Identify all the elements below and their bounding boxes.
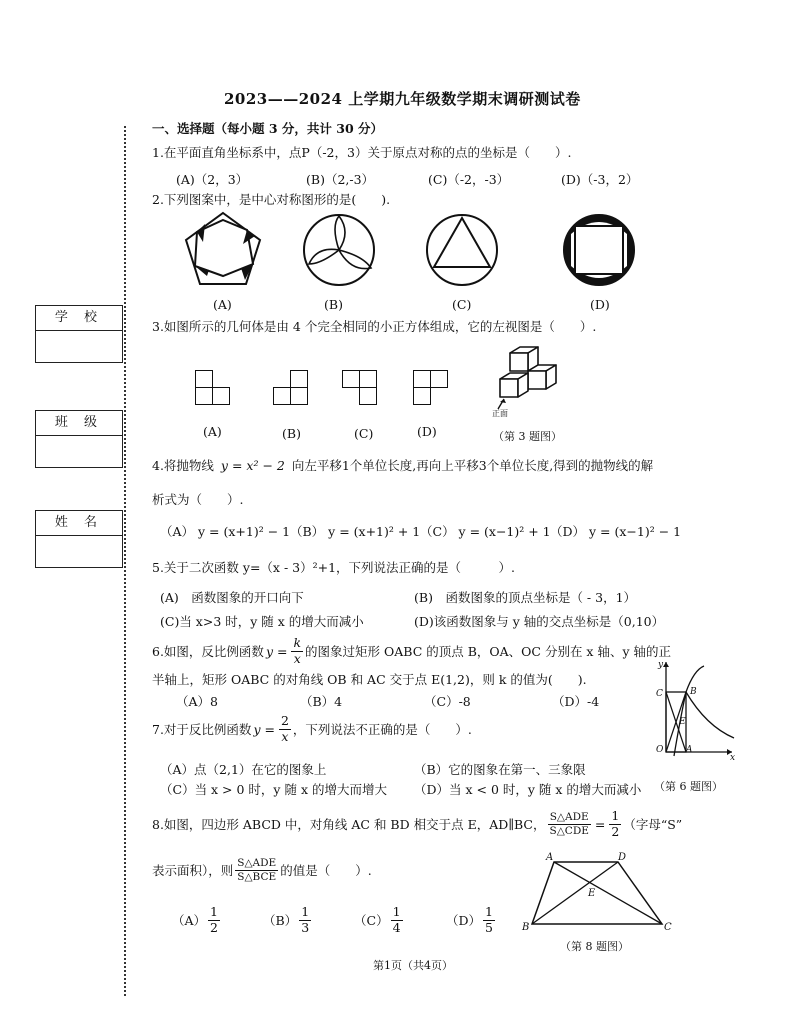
q6-point-b: B [690,687,697,697]
name-box[interactable] [35,510,123,568]
class-box[interactable] [35,410,123,468]
q3-label-b: (B) [282,426,301,441]
q1-stem: 1.在平面直角坐标系中，点P（-2，3）关于原点对称的点的坐标是（ ）. [152,145,572,160]
name-label: 姓 名 [36,511,122,536]
q6-fraction: $\frac{k}{x}$ [293,635,302,666]
q2-figure-a [183,210,263,290]
q3-view-c [342,370,382,410]
school-label: 学 校 [36,306,122,331]
q8-stem-d: 的值是（ ）. [280,863,372,878]
q6-point-a: A [686,745,693,755]
q8-point-a: A [546,852,554,863]
q6-option-c: （C）-8 [424,694,471,709]
q5-stem: 5.关于二次函数 y=（x - 3）²+1，下列说法正确的是（ ）. [152,560,516,575]
q2-figure-b [301,212,377,288]
q3-view-a [195,370,235,410]
q7-fraction: $\frac{2}{x}$ [280,713,289,744]
q4-option-d: （D） y = (x−1)² − 1 [550,524,682,539]
q7-option-c: （C）当 x > 0 时，y 随 x 的增大而增大 [160,782,387,797]
q1-option-c: (C)（-2，-3） [428,172,510,187]
q3-label-a: (A) [203,424,222,439]
q8-option-c: （C） $\frac{1}{4}$ [354,904,401,935]
q6-point-y: y [658,660,664,670]
q6-figure [646,656,738,762]
q6-option-b: （B）4 [300,694,343,709]
q5-option-c: (C)当 x>3 时，y 随 x 的增大而减小 [160,614,364,629]
q2-label-c: (C) [452,297,472,312]
q6-stem-c: 半轴上，矩形 OABC 的对角线 OB 和 AC 交于点 E(1,2)，则 k 的值为( ). [152,672,587,687]
q7-line1: 7.对于反比例函数 y = $\frac{2}{x}$ ，下列说法不正确的是（ ）. [152,713,472,744]
q8-figure [518,850,678,934]
q4-formula: y = x² − 2 [220,458,285,473]
q1-option-b: (B)（2,-3） [306,172,375,187]
q3-caption: （第 3 题图） [493,430,562,443]
q6-point-o: O [656,745,664,755]
q8-point-d: D [618,852,627,863]
q1-option-a: (A)（2，3） [176,172,249,187]
q3-label-c: (C) [354,426,374,441]
q4-option-b: （B） y = (x+1)² + 1 [290,524,421,539]
q7-stem-b: ，下列说法不正确的是（ ）. [292,722,472,737]
school-box[interactable] [35,305,123,363]
q8-line2 [152,852,372,888]
q4-stem-b: 向左平移1个单位长度,再向上平移3个单位长度,得到的抛物线的解 [291,458,654,473]
q2-figure-c [424,212,500,288]
section-heading: 一、选择题（每小题 3 分，共计 30 分） [152,121,384,136]
q6-point-c: C [656,689,663,699]
q2-figure-d [561,212,637,288]
q4-stem-c: 析式为（ ）. [152,492,244,507]
q5-option-d: (D)该函数图象与 y 轴的交点坐标是（0,10） [414,614,665,629]
q4-stem-a: 4.将抛物线 [152,458,214,473]
q6-point-e: E [679,717,686,727]
q6-option-a: （A）8 [176,694,218,709]
q8-ask-ratio: $\frac{\text{S△ADE}}{\text{S△BCE}}$ [237,857,277,883]
q7-option-b: （B）它的图象在第一、三象限 [414,762,586,777]
q8-stem-c: 表示面积），则 [152,863,234,878]
page-number: 第1页（共4页） [373,959,453,972]
q3-view-b [273,370,313,410]
q3-stem: 3.如图所示的几何体是由 4 个完全相同的小正方体组成，它的左视图是（ ）. [152,319,597,334]
q7-option-d: （D）当 x < 0 时，y 随 x 的增大而减小 [414,782,642,797]
q8-stem-a: 8.如图，四边形 ABCD 中，对角线 AC 和 BD 相交于点 E，AD∥BC， [152,817,546,832]
page-title: 2023——2024 上学期九年级数学期末调研测试卷 [224,90,581,108]
q8-caption: （第 8 题图） [560,940,629,953]
q8-option-b: （B） $\frac{1}{3}$ [263,904,310,935]
binding-line [124,126,126,996]
q3-label-d: (D) [417,424,437,439]
q6-point-x: x [730,753,736,762]
q4-option-c: （C） y = (x−1)² + 1 [420,524,551,539]
q2-stem: 2.下列图案中，是中心对称图形的是( ). [152,192,391,207]
q8-point-c: C [664,922,672,933]
q8-point-b: B [522,922,530,933]
q3-front-label: 正面 [492,409,508,418]
q6-caption: （第 6 题图） [654,780,723,793]
q1-option-d: (D)（-3，2） [561,172,639,187]
q8-stem-b: （字母“S” [623,817,683,832]
q8-option-a: （A） $\frac{1}{2}$ [172,904,218,935]
q8-ratio: $\frac{\text{S△ADE}}{\text{S△CDE}}$ [549,811,589,837]
q8-option-d: （D） $\frac{1}{5}$ [446,904,493,935]
q5-option-a: (A) 函数图象的开口向下 [160,590,304,605]
q7-stem-a: 7.对于反比例函数 [152,722,252,737]
q6-stem-a: 6.如图，反比例函数 [152,644,264,659]
q4-option-a: （A） y = (x+1)² − 1 [160,524,291,539]
q2-label-d: (D) [590,297,610,312]
q7-option-a: （A）点（2,1）在它的图象上 [160,762,327,777]
q6-option-d: （D）-4 [552,694,600,709]
q2-label-b: (B) [324,297,343,312]
q4-line1 [152,456,653,474]
q6-stem-b: 的图象过矩形 OABC 的顶点 B，OA、OC 分别在 x 轴、y 轴的正 [305,644,671,659]
q8-ratio-value: $\frac{1}{2}$ [611,808,620,839]
q8-line1: 8.如图，四边形 ABCD 中，对角线 AC 和 BD 相交于点 E，AD∥BC， $\frac{\text{S△ADE}}{\text{S△CDE}}$ = $\frac{1}{2}$ （字母“S” [152,808,683,839]
q3-view-d [413,370,453,410]
q2-label-a: (A) [213,297,232,312]
q8-point-e: E [588,888,596,899]
q6-line1: 6.如图，反比例函数 y = $\frac{k}{x}$ 的图象过矩形 OABC 的顶点 B，OA、OC 分别在 x 轴、y 轴的正 [152,635,671,666]
class-label: 班 级 [36,411,122,436]
q5-option-b: (B) 函数图象的顶点坐标是（ - 3，1） [414,590,637,605]
